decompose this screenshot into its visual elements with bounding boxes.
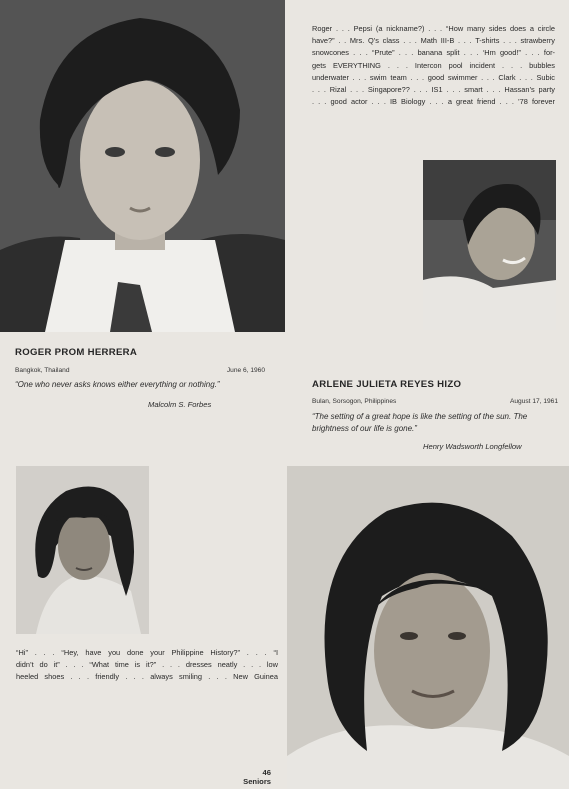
roger-write-up	[312, 23, 555, 108]
arlene-large-portrait-photo	[287, 466, 569, 789]
arlene-name: ARLENE JULIETA REYES HIZO	[312, 379, 462, 390]
arlene-quote-line: “The setting of a great hope is like the setting of the sun. The	[312, 412, 528, 421]
arlene-birthdate: August 17, 1961	[509, 398, 558, 405]
roger-write-up-line: underwater . . . swim team . . . good swimmer . . . Clark . . . Subic	[312, 72, 555, 82]
roger-birthdate: June 6, 1960	[226, 367, 265, 374]
arlene-write-up	[16, 647, 278, 684]
page-folio	[225, 768, 271, 786]
arlene-write-up-line: heeled shoes . . . friendly . . . always smiling . . . New Guinea	[16, 672, 278, 682]
arlene-candid-photo	[423, 160, 556, 330]
roger-write-up-line: . . . Rizal . . . Singapore?? . . . IS1 . . . smart . . . Hassan’s party	[312, 85, 555, 95]
roger-write-up-line: snowcones . . . “Prute” . . . banana split . . . ‘Hm good!” . . . for-	[312, 48, 555, 58]
roger-name: ROGER PROM HERRERA	[15, 347, 138, 358]
arlene-write-up-line: didn’t do it” . . . “What time is it?” . . . dresses neatly . . . low	[16, 660, 278, 670]
arlene-quote-line: brightness of our life is gone.”	[312, 424, 417, 433]
page-number: 46	[262, 768, 271, 777]
arlene-quote-author: Henry Wadsworth Longfellow	[423, 442, 522, 451]
roger-quote: “One who never asks knows either everything or nothing.”	[15, 380, 220, 389]
roger-write-up-line: have?” . . Mrs. Q’s class . . . Math III-B . . . T-shirts . . . strawberry	[312, 36, 555, 46]
arlene-quote	[312, 411, 562, 435]
roger-write-up-line: Roger . . . Pepsi (a nickname?) . . . “How many sides does a circle	[312, 24, 555, 33]
arlene-birthplace: Bulan, Sorsogon, Philippines	[312, 398, 397, 405]
roger-quote-author: Malcolm S. Forbes	[148, 400, 212, 409]
roger-write-up-line: . . . good actor . . . IB Biology . . . a great friend . . . ’78 forever	[312, 97, 555, 107]
arlene-small-portrait-photo	[16, 466, 149, 634]
roger-write-up-line: gets EVERYTHING . . . Intercon pool incident . . . bubbles	[312, 60, 555, 70]
roger-portrait-photo	[0, 0, 285, 332]
roger-birthplace: Bangkok, Thailand	[15, 367, 70, 374]
section-label: Seniors	[243, 777, 271, 786]
arlene-write-up-line: “Hi” . . . “Hey, have you done your Philippine History?” . . . “I	[16, 648, 278, 657]
